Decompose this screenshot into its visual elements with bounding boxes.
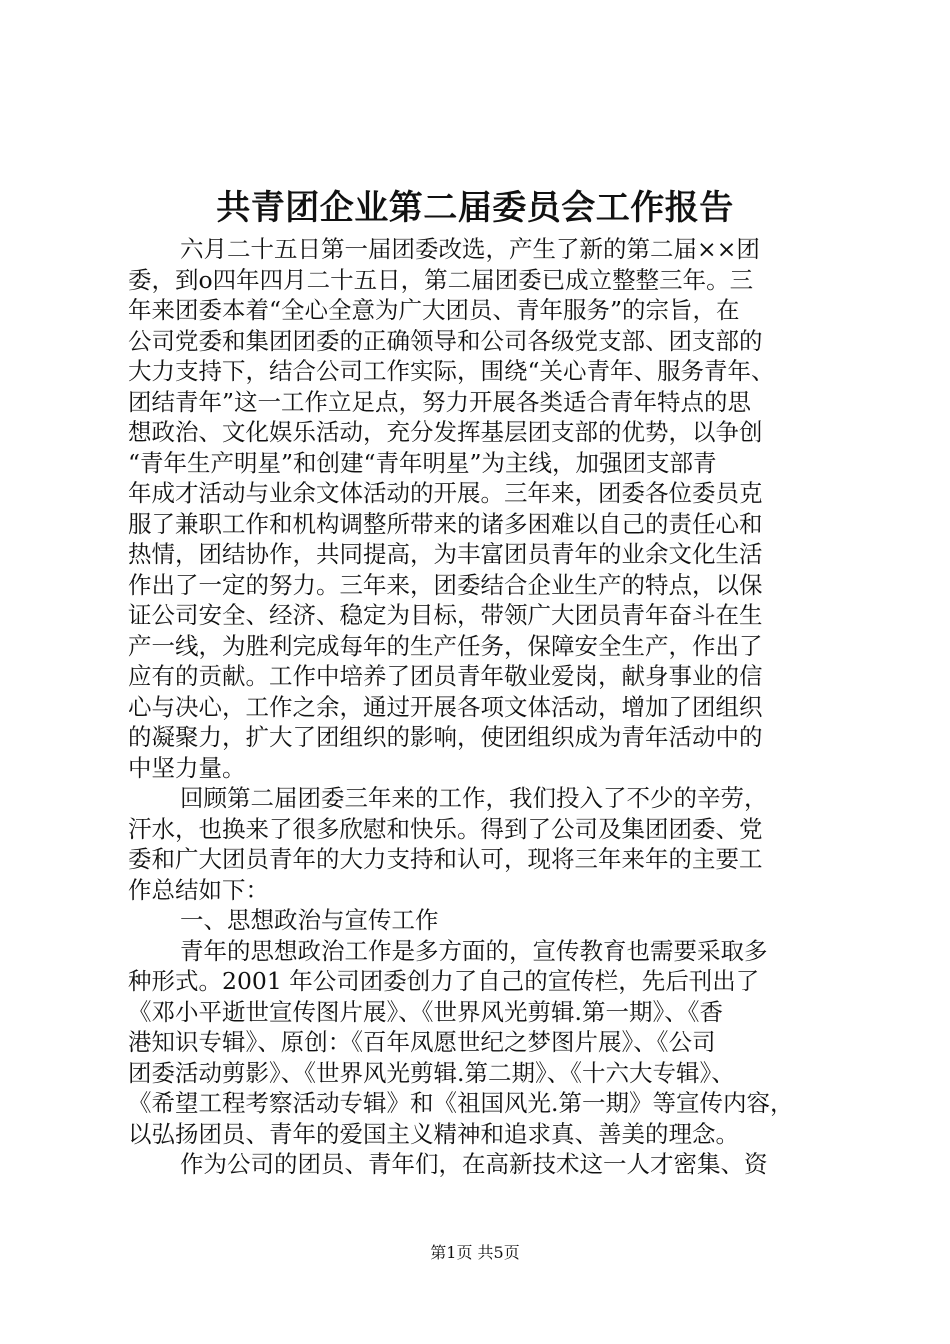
paragraph-line: 委，到o四年四月二十五日，第二届团委已成立整整三年。三: [128, 265, 754, 294]
paragraph-line: 年成才活动与业余文体活动的开展。三年来，团委各位委员克: [128, 479, 763, 507]
paragraph-line: 《邓小平逝世宣传图片展》、《世界风光剪辑.第一期》、《香: [128, 997, 723, 1026]
paragraph-line: 汗水，也换来了很多欣慰和快乐。得到了公司及集团团委、党: [128, 814, 763, 843]
paragraph-line: 的凝聚力，扩大了团组织的影响，使团组织成为青年活动中的: [128, 723, 763, 751]
paragraph-line: 回顾第二届团委三年来的工作，我们投入了不少的辛劳，: [180, 784, 768, 812]
document-body: [128, 234, 832, 1180]
paragraph-line: 《希望工程考察活动专辑》和《祖国风光.第一期》等宣传内容，: [128, 1089, 794, 1117]
paragraph-line: 六月二十五日第一届团委改选，产生了新的第二届××团: [180, 235, 760, 263]
paragraph-line: 作总结如下：: [128, 875, 269, 904]
paragraph-line: 应有的贡献。工作中培养了团员青年敬业爱岗，献身事业的信: [128, 662, 763, 690]
paragraph-line: 中坚力量。: [128, 753, 246, 782]
paragraph-line: 心与决心，工作之余，通过开展各项文体活动，增加了团组织: [128, 692, 763, 721]
section-heading: 一、思想政治与宣传工作: [180, 906, 439, 934]
paragraph-line: 青年的思想政治工作是多方面的，宣传教育也需要采取多: [180, 936, 768, 965]
page-number: 第1页 共5页: [430, 1243, 520, 1262]
paragraph-line: 作出了一定的努力。三年来，团委结合企业生产的特点，以保: [128, 570, 763, 599]
paragraph-line: 种形式。2001 年公司团委创力了自己的宣传栏，先后刊出了: [128, 967, 760, 995]
paragraph-line: 大力支持下，结合公司工作实际，围绕“关心青年、服务青年、: [128, 357, 775, 385]
paragraph-line: “青年生产明星”和创建“青年明星”为主线，加强团支部青: [128, 448, 717, 477]
paragraph-line: 委和广大团员青年的大力支持和认可，现将三年来年的主要工: [128, 845, 763, 873]
paragraph-line: 证公司安全、经济、稳定为目标，带领广大团员青年奋斗在生: [128, 601, 763, 629]
paragraph-line: 想政治、文化娱乐活动，充分发挥基层团支部的优势，以争创: [128, 418, 763, 446]
paragraph-line: 年来团委本着“全心全意为广大团员、青年服务”的宗旨，在: [128, 296, 740, 324]
paragraph-line: 热情，团结协作，共同提高，为丰富团员青年的业余文化生活: [128, 540, 763, 568]
paragraph-line: 公司党委和集团团委的正确领导和公司各级党支部、团支部的: [128, 326, 763, 355]
paragraph-line: 作为公司的团员、青年们，在高新技术这一人才密集、资: [180, 1150, 768, 1178]
paragraph-line: 以弘扬团员、青年的爱国主义精神和追求真、善美的理念。: [128, 1119, 739, 1148]
paragraph-line: 港知识专辑》、原创：《百年凤愿世纪之梦图片展》、《公司: [128, 1028, 716, 1056]
paragraph-line: 团结青年”这一工作立足点，努力开展各类适合青年特点的思: [128, 387, 752, 416]
paragraph-line: 服了兼职工作和机构调整所带来的诸多困难以自己的责任心和: [128, 509, 763, 538]
paragraph-line: 产一线，为胜利完成每年的生产任务，保障安全生产，作出了: [128, 631, 763, 660]
paragraph-line: 团委活动剪影》、《世界风光剪辑.第二期》、《十六大专辑》、: [128, 1058, 735, 1087]
document-title: 共青团企业第二届委员会工作报告: [216, 188, 734, 228]
